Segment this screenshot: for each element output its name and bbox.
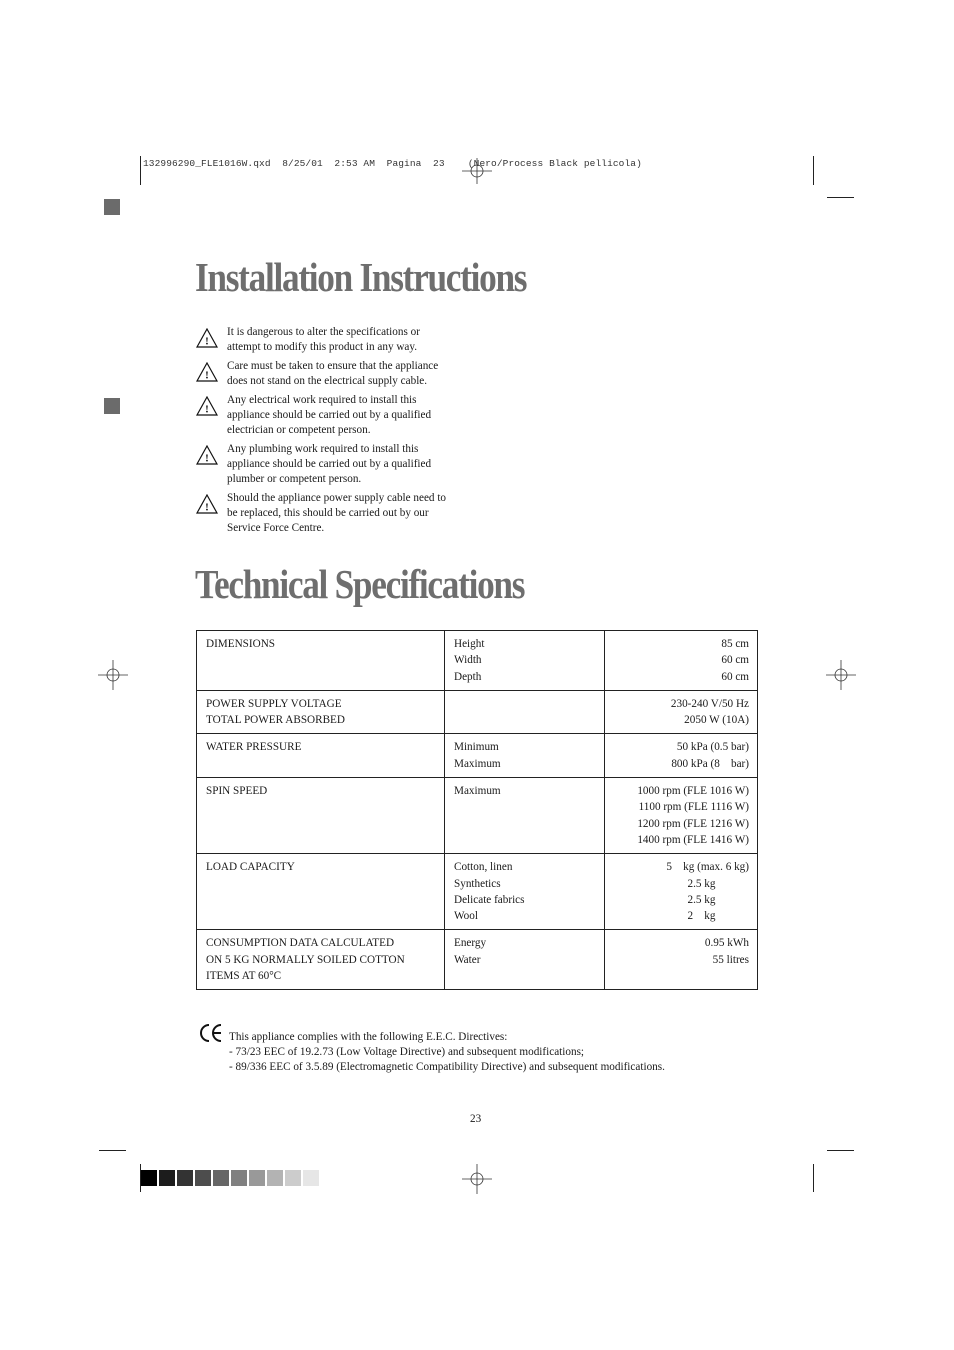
spec-values (605, 930, 758, 990)
crop-mark-top-left (140, 156, 141, 185)
warning-line: appliance should be carried out by a qualified (227, 409, 432, 421)
spec-table (196, 630, 758, 990)
spec-label (197, 631, 445, 691)
spec-params-line: Delicate fabrics (454, 893, 525, 906)
warning-item (196, 393, 476, 438)
spec-params-line: Maximum (454, 757, 501, 770)
spec-params-line: Width (454, 654, 482, 667)
spec-row (197, 690, 758, 734)
spec-values (605, 631, 758, 691)
spec-values-line: 800 kPa (8 bar) (671, 757, 749, 770)
spec-values-line: 1400 rpm (FLE 1416 W) (637, 833, 749, 846)
warning-triangle-icon (196, 494, 218, 514)
spec-row (197, 930, 758, 990)
directives-block (229, 1030, 665, 1075)
svg-text:!: ! (205, 403, 209, 416)
file-slug: 132996290_FLE1016W.qxd 8/25/01 2:53 AM Pagina 23 (Nero/Process Black pellicola) (143, 158, 642, 169)
spec-params-line: Water (454, 953, 481, 966)
color-swatch (303, 1170, 319, 1186)
warning-list (196, 325, 476, 540)
spec-values-line: 230-240 V/50 Hz (670, 697, 749, 710)
spec-values-line: 55 litres (712, 953, 749, 966)
color-swatch (267, 1170, 283, 1186)
page-number: 23 (470, 1113, 482, 1125)
spec-values (605, 854, 758, 930)
spec-values (605, 690, 758, 734)
technical-title: Technical Specifications (195, 561, 525, 607)
spec-label-line: CONSUMPTION DATA CALCULATED (206, 937, 395, 950)
margin-square-marker (104, 398, 120, 414)
warning-line: plumber or competent person. (227, 473, 362, 485)
color-bar (141, 1170, 321, 1186)
spec-values-line: 2.5 kg (687, 893, 749, 906)
warning-line: does not stand on the electrical supply cable. (227, 375, 428, 387)
spec-label-line: SPIN SPEED (206, 785, 268, 798)
warning-text (227, 359, 438, 389)
spec-values-line: 2.5 kg (687, 877, 749, 890)
spec-row (197, 631, 758, 691)
warning-text (227, 393, 431, 438)
color-swatch (141, 1170, 157, 1186)
installation-title: Installation Instructions (195, 254, 527, 300)
warning-triangle-icon (196, 445, 218, 465)
crop-mark-bottom-right (813, 1164, 814, 1192)
svg-text:!: ! (205, 501, 209, 514)
spec-params (445, 631, 605, 691)
spec-values-line: 1200 rpm (FLE 1216 W) (637, 817, 749, 830)
svg-text:!: ! (205, 452, 209, 465)
spec-values-line: 60 cm (721, 654, 749, 667)
color-swatch (159, 1170, 175, 1186)
directive-item: - 73/23 EEC of 19.2.73 (Low Voltage Directive) and subsequent modifications; (229, 1046, 585, 1058)
crop-mark-bottom-left-h (99, 1150, 126, 1151)
color-swatch (231, 1170, 247, 1186)
spec-label (197, 854, 445, 930)
warning-item (196, 491, 476, 536)
spec-values (605, 734, 758, 778)
spec-row (197, 734, 758, 778)
warning-line: attempt to modify this product in any way. (227, 341, 418, 353)
warning-line: be replaced, this should be carried out by our (227, 507, 429, 519)
warning-item (196, 442, 476, 487)
spec-label (197, 930, 445, 990)
registration-mark-top-icon (462, 156, 492, 186)
spec-values-line: 1000 rpm (FLE 1016 W) (637, 785, 749, 798)
spec-params (445, 690, 605, 734)
ce-mark-icon (198, 1022, 224, 1044)
color-swatch (249, 1170, 265, 1186)
svg-text:!: ! (205, 335, 209, 348)
warning-triangle-icon (196, 396, 218, 416)
spec-values-line: 2 kg (687, 910, 749, 923)
spec-params (445, 734, 605, 778)
warning-line: Should the appliance power supply cable need to (227, 492, 447, 504)
warning-line: Service Force Centre. (227, 522, 325, 534)
color-swatch (285, 1170, 301, 1186)
crop-mark-top-right (813, 156, 814, 185)
spec-row (197, 854, 758, 930)
spec-params (445, 854, 605, 930)
warning-line: It is dangerous to alter the specifications or (227, 326, 420, 338)
spec-label (197, 778, 445, 854)
spec-values-line: 85 cm (721, 638, 749, 650)
warning-item (196, 325, 476, 355)
spec-params-line: Energy (454, 937, 487, 950)
spec-label-line: ON 5 KG NORMALLY SOILED COTTON (206, 953, 405, 966)
directive-item: - 89/336 EEC of 3.5.89 (Electromagnetic Compatibility Directive) and subsequent modifications. (229, 1061, 665, 1073)
registration-mark-left-icon (98, 660, 128, 690)
color-swatch (195, 1170, 211, 1186)
spec-label-line: ITEMS AT 60°C (206, 970, 282, 983)
spec-label-line: DIMENSIONS (206, 638, 275, 650)
spec-label-line: WATER PRESSURE (206, 741, 302, 754)
warning-text (227, 325, 420, 355)
spec-params-line: Depth (454, 670, 482, 683)
warning-line: Any plumbing work required to install this (227, 443, 419, 455)
spec-params-line: Height (454, 638, 485, 650)
spec-params-line: Minimum (454, 741, 499, 754)
spec-params-line: Maximum (454, 785, 501, 798)
warning-line: Any electrical work required to install this (227, 394, 417, 406)
warning-line: electrician or competent person. (227, 424, 371, 436)
color-swatch (213, 1170, 229, 1186)
spec-params-line: Wool (454, 910, 478, 923)
spec-label (197, 690, 445, 734)
warning-triangle-icon (196, 362, 218, 382)
warning-triangle-icon (196, 328, 218, 348)
svg-text:!: ! (205, 369, 209, 382)
margin-square-marker (104, 199, 120, 215)
warning-text (227, 442, 431, 487)
warning-line: Care must be taken to ensure that the appliance (227, 360, 439, 372)
spec-row (197, 778, 758, 854)
spec-values-line: 50 kPa (0.5 bar) (676, 741, 749, 754)
registration-mark-bottom-icon (462, 1164, 492, 1194)
spec-label (197, 734, 445, 778)
warning-line: appliance should be carried out by a qualified (227, 458, 432, 470)
spec-values-line: 60 cm (721, 670, 749, 683)
color-swatch (177, 1170, 193, 1186)
spec-params-line: Cotton, linen (454, 861, 513, 874)
spec-label-line: LOAD CAPACITY (206, 861, 295, 874)
spec-params (445, 778, 605, 854)
spec-label-line: TOTAL POWER ABSORBED (206, 714, 345, 727)
crop-mark-bottom-right-h (827, 1150, 854, 1151)
spec-values (605, 778, 758, 854)
warning-text (227, 491, 446, 536)
directives-intro: This appliance complies with the following E.E.C. Directives: (229, 1031, 508, 1043)
spec-params (445, 930, 605, 990)
spec-values-line: 0.95 kWh (704, 937, 749, 950)
spec-values-line: 2050 W (10A) (684, 714, 749, 727)
crop-mark-top-right-h (827, 197, 854, 198)
spec-params-line: Synthetics (454, 877, 501, 890)
spec-values-line: 5 kg (max. 6 kg) (666, 861, 749, 874)
spec-label-line: POWER SUPPLY VOLTAGE (206, 697, 342, 710)
spec-values-line: 1100 rpm (FLE 1116 W) (638, 801, 749, 814)
registration-mark-right-icon (826, 660, 856, 690)
warning-item (196, 359, 476, 389)
